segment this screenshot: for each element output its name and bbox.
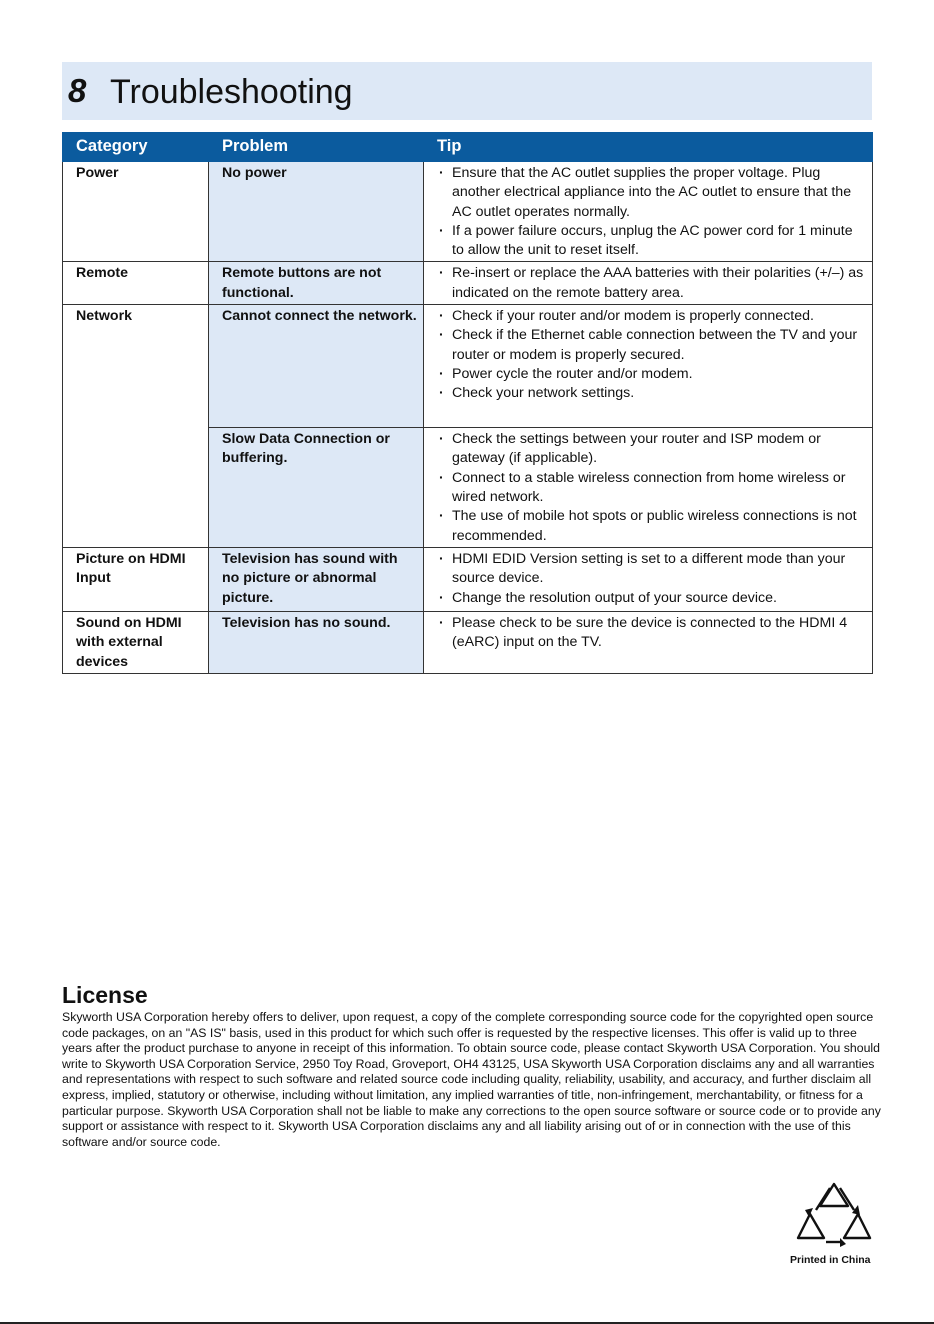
tip-item: · Connect to a stable wireless connection from home wireless or wired network.: [437, 469, 866, 508]
tip-item: · If a power failure occurs, unplug the AC power cord for 1 minute to allow the unit to reset itself.: [437, 222, 866, 261]
table-row: [63, 262, 873, 305]
category-cell: Sound on HDMI with external devices: [63, 612, 209, 674]
section-header: [62, 62, 872, 120]
tip-item: · Check if your router and/or modem is properly connected.: [437, 307, 866, 326]
tip-item: · Ensure that the AC outlet supplies the proper voltage. Plug another electrical appliance into the AC outlet to ensure that the AC outlet operates normally.: [437, 164, 866, 222]
tip-item: · Please check to be sure the device is connected to the HDMI 4 (eARC) input on the TV.: [437, 614, 866, 653]
tip-item: · Change the resolution output of your source device.: [437, 589, 866, 608]
license-heading: License: [62, 982, 148, 1008]
category-cell: Network: [63, 305, 209, 548]
section-number: 8: [68, 72, 87, 109]
tip-cell: [424, 428, 873, 548]
table-row: [63, 548, 873, 612]
problem-cell: Television has sound with no picture or abnormal picture.: [209, 548, 424, 612]
problem-cell: Remote buttons are not functional.: [209, 262, 424, 305]
category-cell: Picture on HDMI Input: [63, 548, 209, 612]
tip-item: · HDMI EDID Version setting is set to a different mode than your source device.: [437, 550, 866, 589]
problem-cell: Slow Data Connection or buffering.: [209, 428, 424, 548]
tip-item: · Check your network settings.: [437, 384, 866, 403]
printed-in-label: Printed in China: [790, 1254, 871, 1266]
table-row: [63, 612, 873, 674]
tip-item: · Check the settings between your router and ISP modem or gateway (if applicable).: [437, 430, 866, 469]
problem-cell: Television has no sound.: [209, 612, 424, 674]
section-title: Troubleshooting: [110, 73, 353, 111]
tip-cell: [424, 548, 873, 612]
problem-cell: Cannot connect the network.: [209, 305, 424, 428]
tip-cell: [424, 162, 873, 262]
header-tip: Tip: [424, 133, 873, 162]
recycle-icon: [796, 1180, 872, 1250]
license-body: Skyworth USA Corporation hereby offers to deliver, upon request, a copy of the complete corresponding source code for the copyrighted open source code packages, on an "AS IS" basis, used in this product for which such offer is requested by the respective licenses. This offer is valid up to three years after the product purchase to anyone in receipt of this information. To obtain source code, please contact Skyworth USA Corporation. You should write to Skyworth USA Corporation Service, 2950 Toy Road, Groveport, OH4 43125, USA Skyworth USA Corporation disclaims any and all warranties and representations with respect to such software and related source code including quality, reliability, usability, and accuracy, and further disclaim all express, implied, statutory or otherwise, including without limitation, any implied warranties of title, non-infringement, merchantability, or fitness for a particular purpose. Skyworth USA Corporation shall not be liable to make any corrections to the open source software or source code or to provide any support or assistance with respect to it. Skyworth USA Corporation disclaims any and all liability arising out of or in connection with the use of this software and/or source code.: [62, 1010, 881, 1149]
problem-cell: No power: [209, 162, 424, 262]
table-row: [63, 305, 873, 428]
header-problem: Problem: [209, 133, 424, 162]
tip-item: · The use of mobile hot spots or public wireless connections is not recommended.: [437, 507, 866, 546]
table-row: [63, 162, 873, 262]
category-cell: Remote: [63, 262, 209, 305]
troubleshooting-table: [62, 132, 873, 674]
tip-item: · Check if the Ethernet cable connection between the TV and your router or modem is properly secured.: [437, 326, 866, 365]
category-cell: Power: [63, 162, 209, 262]
table-header-row: [63, 133, 873, 162]
tip-item: · Re-insert or replace the AAA batteries with their polarities (+/–) as indicated on the remote battery area.: [437, 264, 866, 303]
tip-cell: [424, 262, 873, 305]
header-category: Category: [63, 133, 209, 162]
tip-cell: [424, 612, 873, 674]
tip-item: · Power cycle the router and/or modem.: [437, 365, 866, 384]
tip-cell: [424, 305, 873, 428]
